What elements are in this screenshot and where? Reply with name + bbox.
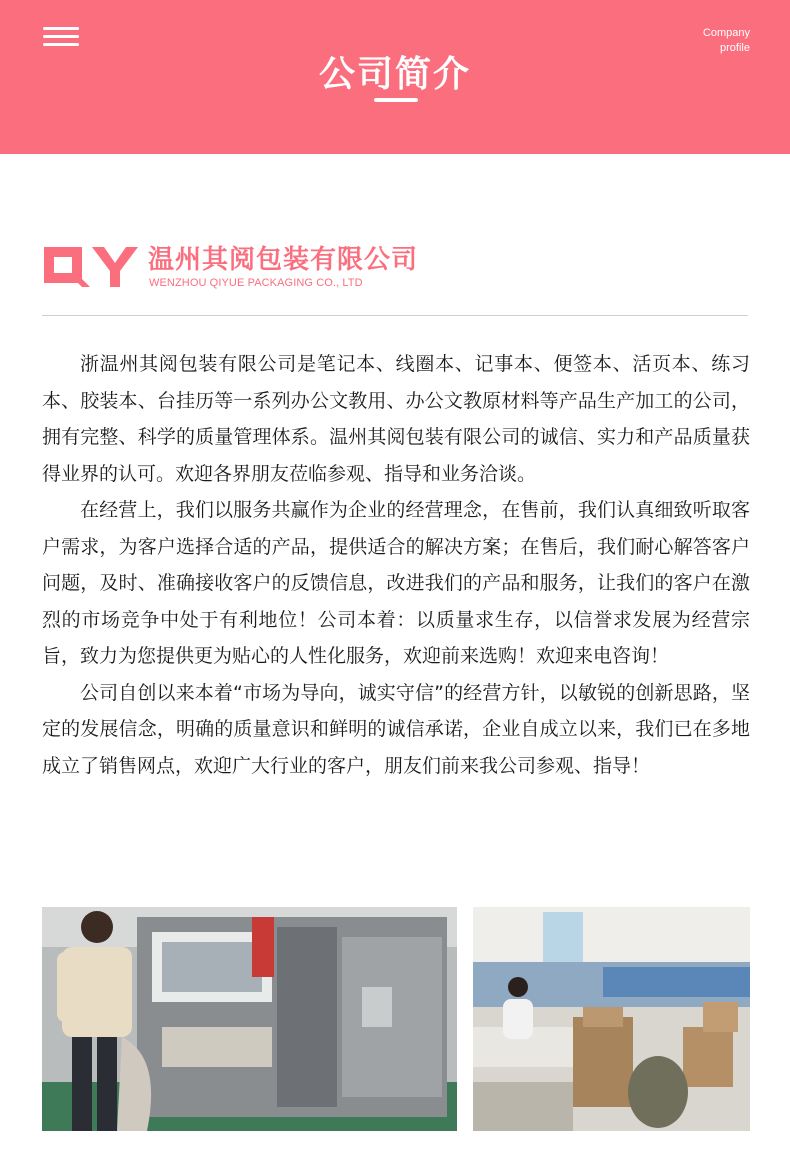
factory-workshop-photo xyxy=(473,907,750,1131)
qy-logo-mark-icon xyxy=(40,241,138,291)
company-name-en: WENZHOU QIYUE PACKAGING CO., LTD xyxy=(149,277,363,289)
company-profile-line2: profile xyxy=(720,42,750,54)
photo-gallery xyxy=(42,907,750,1131)
company-name-cn: 温州其阅包装有限公司 xyxy=(148,245,419,275)
intro-paragraph-3: 公司自创以来本着“市场为导向，诚实守信”的经营方针，以敏锐的创新思路，坚定的发展信念，明确的质量意识和鲜明的诚信承诺，企业自成立以来，我们已在多地成立了销售网点，欢迎广大行业的客户，朋友们前来我公司参观、指导！ xyxy=(42,681,750,777)
intro-text xyxy=(42,346,750,784)
title-underline xyxy=(374,98,418,102)
page-title: 公司简介 xyxy=(318,54,471,95)
hamburger-menu-icon[interactable] xyxy=(43,27,79,47)
intro-paragraph-2: 在经营上，我们以服务共赢作为企业的经营理念，在售前，我们认真细致听取客户需求，为客户选择合适的产品，提供适合的解决方案；在售后，我们耐心解答客户问题，及时、准确接收客户的反馈信息，改进我们的产品和服务，让我们的客户在激烈的市场竞争中处于有利地位！公司本着：以质量求生存，以信誉求发展为经营宗旨，致力为您提供更为贴心的人性化服务，欢迎前来选购！欢迎来电咨询！ xyxy=(42,499,750,667)
printing-machine-photo xyxy=(42,907,457,1131)
section-divider xyxy=(42,315,748,316)
company-profile-line1: Company xyxy=(702,27,750,39)
header-banner xyxy=(0,0,790,154)
company-logo xyxy=(40,237,460,297)
intro-paragraph-1: 浙温州其阅包装有限公司是笔记本、线圈本、记事本、便签本、活页本、练习本、胶装本、台挂历等一系列办公文教用、办公文教原材料等产品生产加工的公司，拥有完整、科学的质量管理体系。温州其阅包装有限公司的诚信、实力和产品质量获得业界的认可。欢迎各界朋友莅临参观、指导和业务洽谈。 xyxy=(42,353,750,485)
